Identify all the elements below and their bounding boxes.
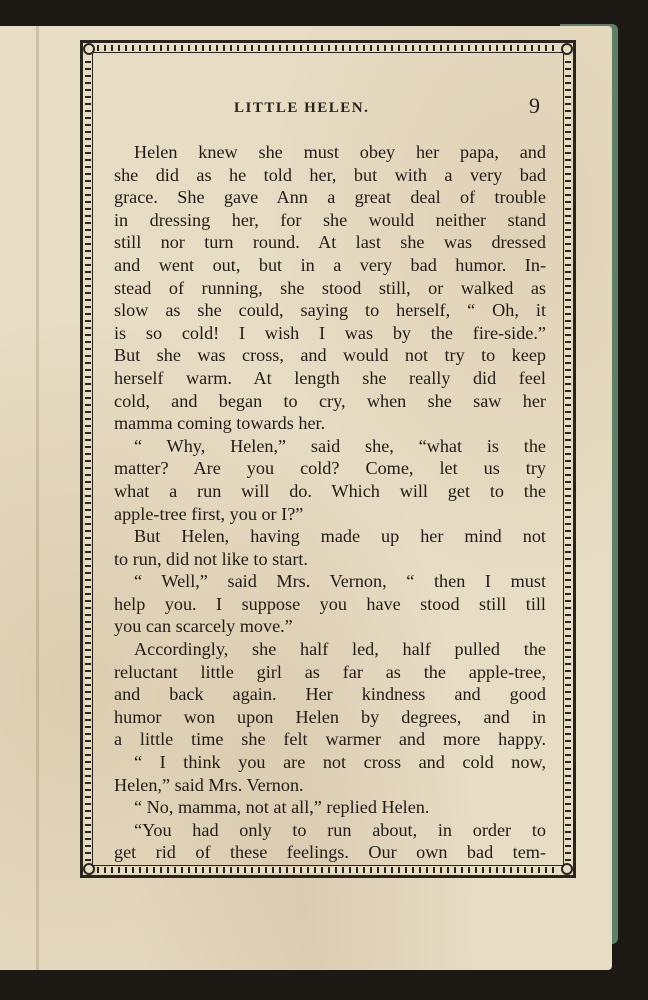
text-line: cold, and began to cry, when she saw her <box>114 390 546 411</box>
text-line: stead of running, she stood still, or walked as <box>114 277 546 298</box>
text-line: matter? Are you cold? Come, let us try <box>114 458 546 479</box>
text-line: she did as he told her, but with a very bad <box>114 164 546 185</box>
running-head: LITTLE HELEN. <box>234 100 370 116</box>
text-line: “You had only to run about, in order to <box>134 819 546 840</box>
text-line: still nor turn round. At last she was dressed <box>114 232 546 253</box>
border-band-right <box>565 57 571 861</box>
text-line: in dressing her, for she would neither stand <box>114 209 546 230</box>
border-band-top <box>97 45 559 51</box>
text-line: Helen,” said Mrs. Vernon. <box>114 774 304 795</box>
text-line: and back again. Her kindness and good <box>114 684 546 705</box>
text-line: get rid of these feelings. Our own bad tem- <box>114 842 546 863</box>
text-line: slow as she could, saying to herself, “ Oh, it <box>114 300 546 321</box>
border-corner-ornament <box>83 43 95 55</box>
text-line: is so cold! I wish I was by the fire-side.” <box>114 322 546 343</box>
text-line: “ No, mamma, not at all,” replied Helen. <box>134 797 430 818</box>
text-line: a little time she felt warmer and more happy. <box>114 729 546 750</box>
text-line: you can scarcely move.” <box>114 616 293 637</box>
text-line: But Helen, having made up her mind not <box>134 526 546 547</box>
text-line: what a run will do. Which will get to the <box>114 480 546 501</box>
text-line: reluctant little girl as far as the apple-tree, <box>114 661 546 682</box>
border-corner-ornament <box>561 43 573 55</box>
text-line: “ Why, Helen,” said she, “what is the <box>134 435 546 456</box>
border-corner-ornament <box>561 863 573 875</box>
text-line: to run, did not like to start. <box>114 548 308 569</box>
text-line: and went out, but in a very bad humor. In- <box>114 254 546 275</box>
body-text <box>114 141 546 864</box>
text-line: herself warm. At length she really did feel <box>114 367 546 388</box>
text-line: “ I think you are not cross and cold now, <box>134 752 546 773</box>
page-fold <box>36 26 39 970</box>
text-line: apple-tree first, you or I?” <box>114 503 304 524</box>
text-line: Accordingly, she half led, half pulled the <box>134 639 546 660</box>
border-band-left <box>85 57 91 861</box>
text-line: But she was cross, and would not try to keep <box>114 345 546 366</box>
text-line: mamma coming towards her. <box>114 413 326 434</box>
border-band-bottom <box>97 867 559 873</box>
text-line: help you. I suppose you have stood still till <box>114 593 546 614</box>
text-line: “ Well,” said Mrs. Vernon, “ then I must <box>134 571 546 592</box>
text-line: grace. She gave Ann a great deal of trouble <box>114 187 546 208</box>
page-number: 9 <box>529 93 540 118</box>
text-line: humor won upon Helen by degrees, and in <box>114 706 546 727</box>
border-corner-ornament <box>83 863 95 875</box>
text-line: Helen knew she must obey her papa, and <box>134 142 546 162</box>
